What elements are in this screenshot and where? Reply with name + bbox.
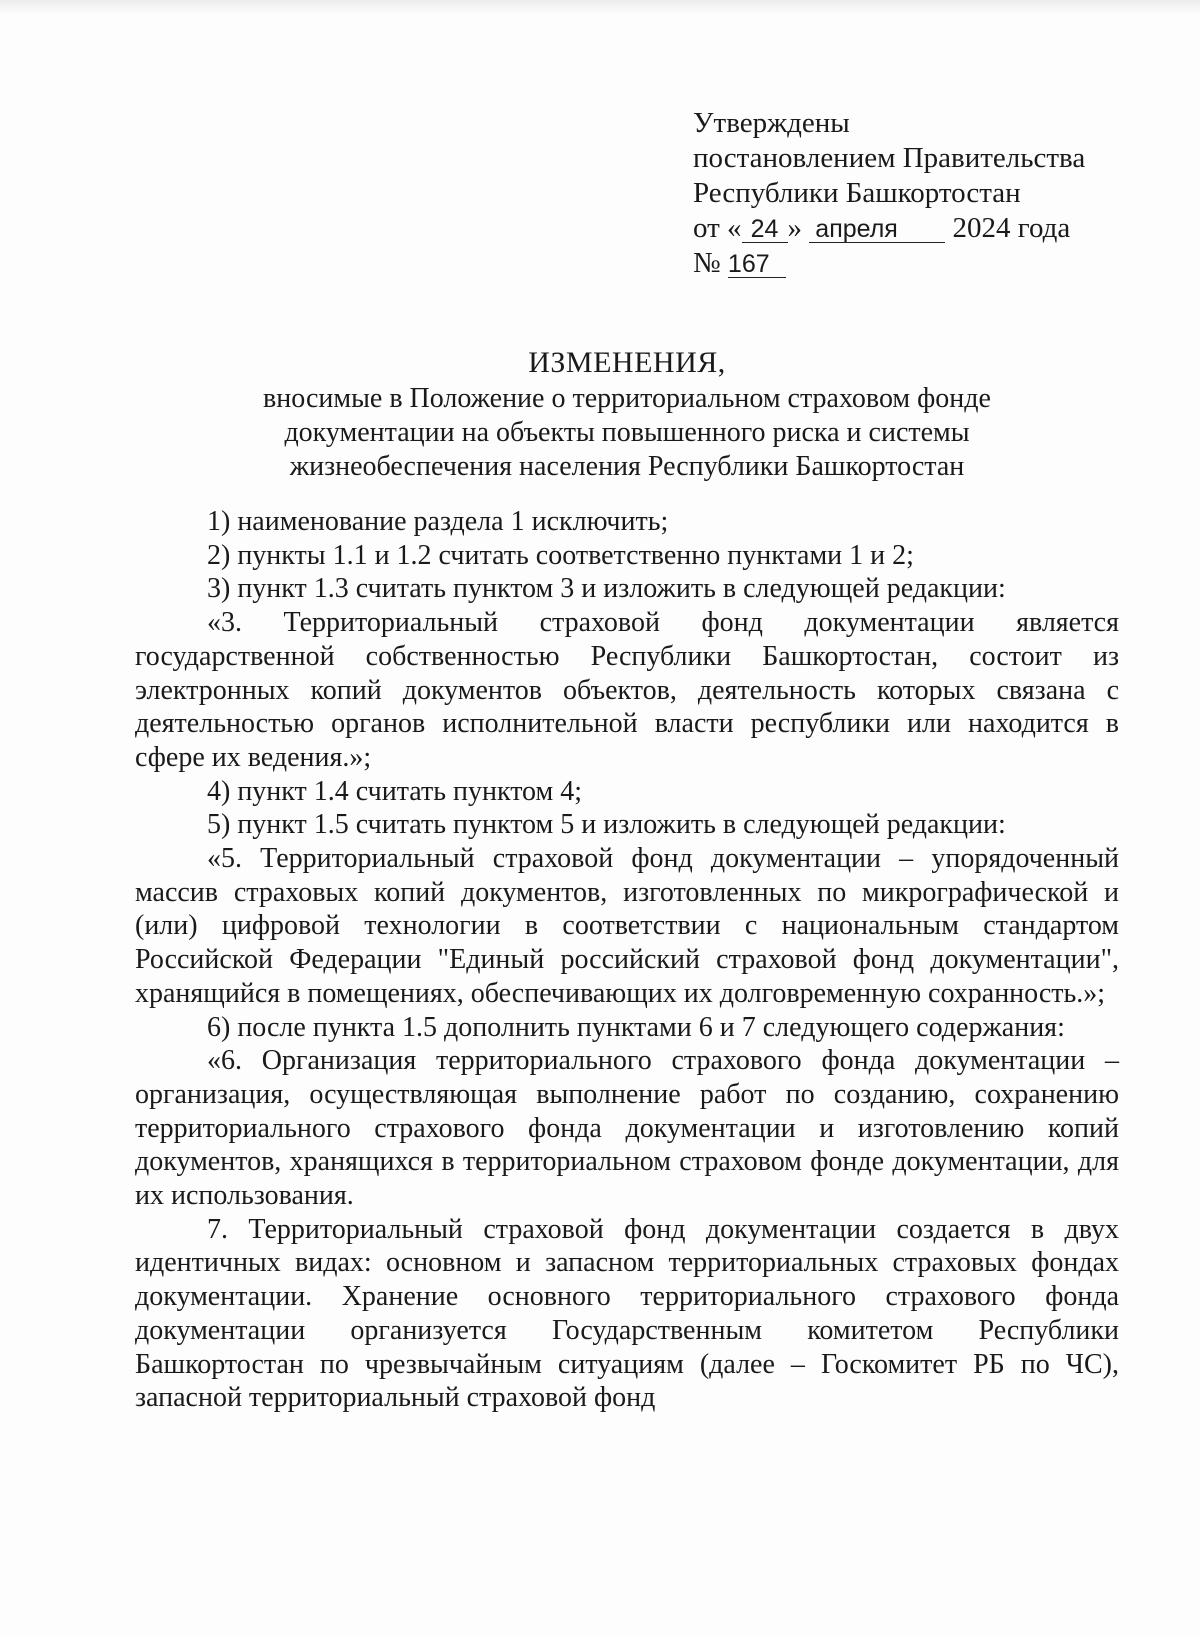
paragraph-item-6: 6) после пункта 1.5 дополнить пунктами 6 и 7 следующего содержания: <box>207 1011 1065 1043</box>
paragraph-item-2: 2) пункты 1.1 и 1.2 считать соответственно пунктами 1 и 2; <box>207 539 914 571</box>
approval-line-approved: Утверждены <box>693 107 850 139</box>
date-year: 2024 года <box>952 212 1071 244</box>
document-subtitle-line: жизнеобеспечения населения Республики Башкортостан <box>289 451 965 482</box>
approval-line-republic: Республики Башкортостан <box>693 177 1021 209</box>
approval-number-line <box>693 246 1133 281</box>
document-subtitle-line: вносимые в Положение о территориальном страховом фонде <box>263 383 991 414</box>
date-prefix: от « <box>693 212 742 244</box>
document-title: ИЗМЕНЕНИЯ, <box>528 346 726 379</box>
date-mid: » <box>787 212 803 244</box>
paragraph-quote-7: 7. Территориальный страховой фонд документации создается в двух идентичных видах: основном и запасном территориальных страховых фондах документации. Хранение основного территориального страхового фонда документации организуется Государственным комитетом Республики Башкортостан по чрезвычайным ситуациям (далее – Госкомитет РБ по ЧС), запасной территориальный страховой фонд <box>135 1213 1119 1414</box>
document-heading <box>135 344 1119 484</box>
document-number: 167 <box>728 251 786 278</box>
date-month: апреля <box>809 216 945 243</box>
paragraph-item-5: 5) пункт 1.5 считать пунктом 5 и изложить в следующей редакции: <box>207 809 1006 841</box>
document-body <box>135 505 1119 1415</box>
approval-date-line <box>693 211 1133 246</box>
approval-stamp-block <box>693 106 1133 281</box>
paragraph-item-3: 3) пункт 1.3 считать пунктом 3 и изложить в следующей редакции: <box>207 573 1006 605</box>
paragraph-item-4: 4) пункт 1.4 считать пунктом 4; <box>207 775 583 807</box>
number-prefix: № <box>693 247 721 279</box>
date-day: 24 <box>742 216 788 243</box>
paragraph-item-1: 1) наименование раздела 1 исключить; <box>207 506 669 537</box>
paragraph-quote-3: «3. Территориальный страховой фонд документации является государственной собственностью Республики Башкортостан, состоит из электронных копий документов объектов, деятельность которых связана с деятельностью органов исполнительной власти республики или находится в сфере их ведения.»; <box>135 607 1119 773</box>
scan-edge-shadow <box>0 0 1200 14</box>
paragraph-quote-6: «6. Организация территориального страхового фонда документации – организация, осуществляющая выполнение работ по созданию, сохранению территориального страхового фонда документации и изготовлению копий документов, хранящихся в территориальном страховом фонде документации, для их использования. <box>135 1045 1119 1212</box>
approval-line-resolution: постановлением Правительства <box>693 142 1086 174</box>
paragraph-quote-5: «5. Территориальный страховой фонд документации – упорядоченный массив страховых копий документов, изготовленных по микрографической и (или) цифровой технологии в соответствии с национальным стандартом Российской Федерации "Единый российский страховой фонд документации", хранящийся в помещениях, обеспечивающих их долговременную сохранность.»; <box>135 843 1119 1009</box>
document-subtitle-line: документации на объекты повышенного риска и системы <box>284 417 970 448</box>
